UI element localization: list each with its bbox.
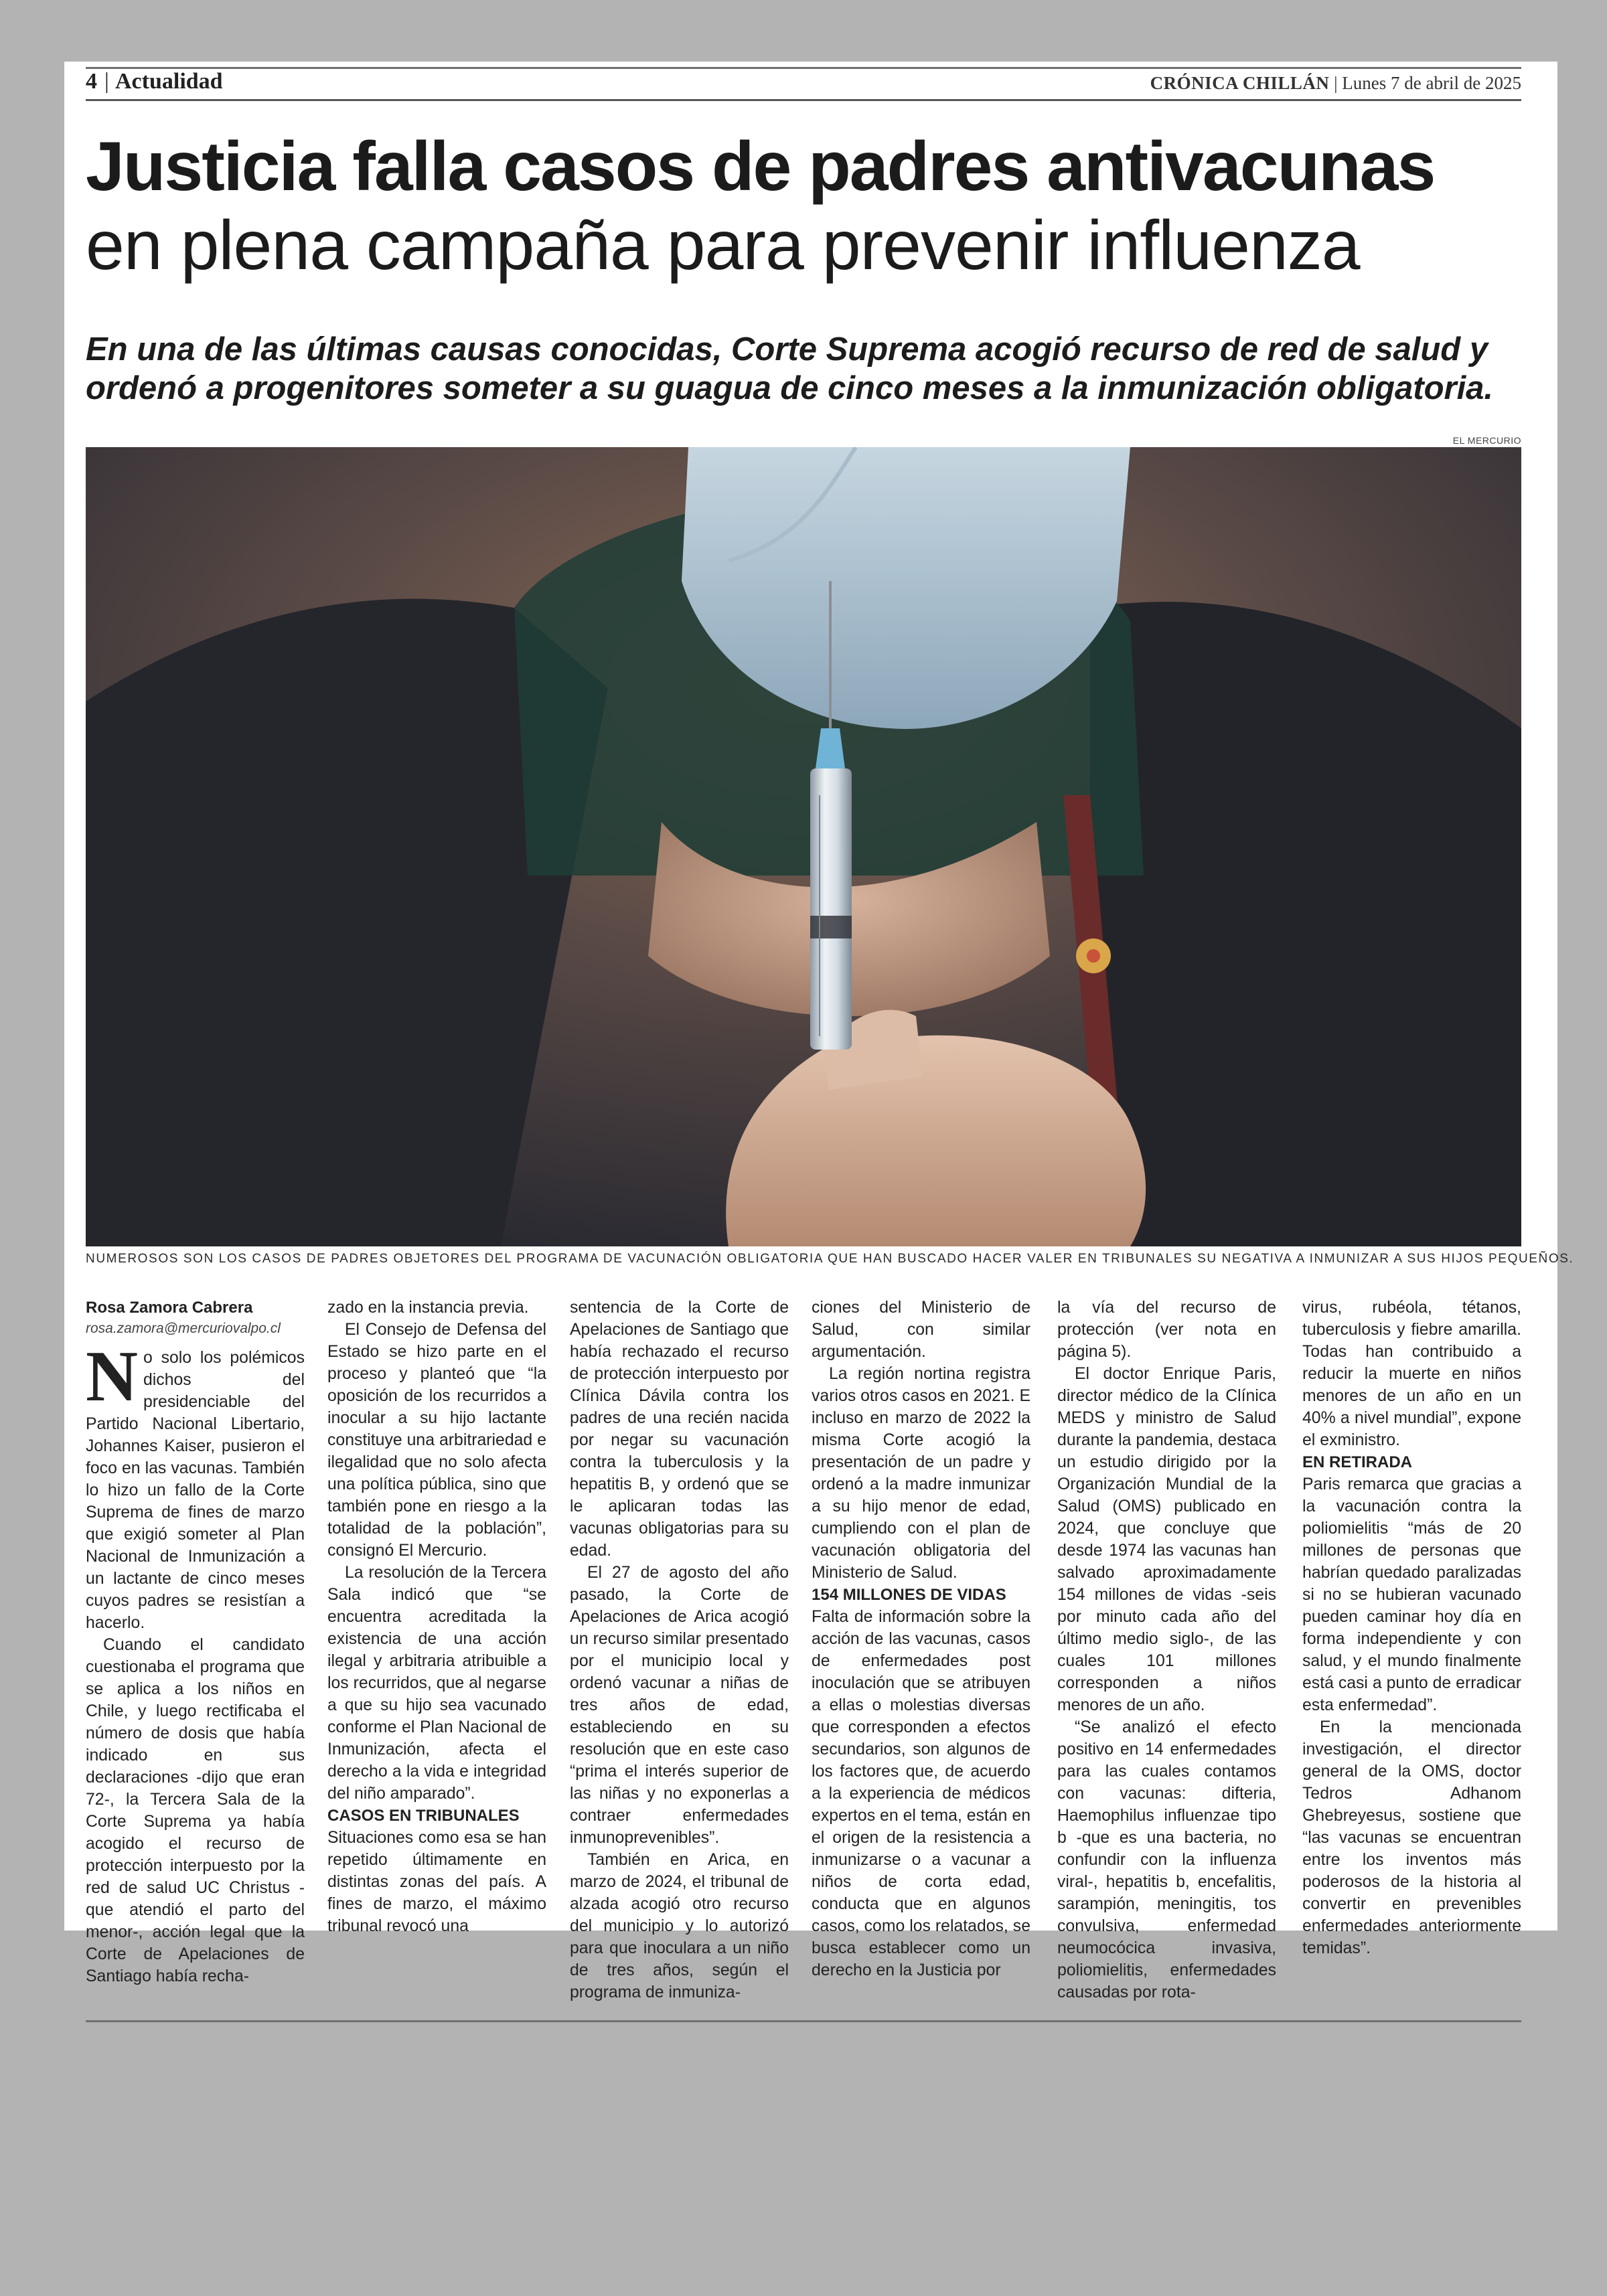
- article-paragraph-1-text: o solo los polémicos dichos del presidenciable del Partido Nacional Libertario, Johannes Kaiser, pusieron el foco en las vacunas. También lo hizo un fallo de la Corte Suprema de fines de marzo que exigió someter al Plan Nacional de Inmunización a un lactante de cinco meses cuyos padres se resistían a hacerlo.: [86, 1349, 305, 1632]
- article-paragraph-18: En la mencionada investigación, el director general de la OMS, doctor Tedros Adhanom Ghebreyesus, sostiene que “las vacunas se encuentran entre los inventos más poderosos de la historia al convertir en prevenibles enfermedades anteriormente temidas”.: [1302, 1718, 1521, 1957]
- byline-name: Rosa Zamora Cabrera: [86, 1299, 253, 1317]
- article-paragraph-9: También en Arica, en marzo de 2024, el tribunal de alzada acogió otro recurso del municipio y lo autorizó para que inoculara a un niño de tres años, según el programa de inmuniza-: [570, 1851, 789, 2001]
- article-column-4: [812, 1297, 1030, 1981]
- vaccine-syringe-illustration: [86, 447, 1521, 1246]
- article-paragraph-4: El Consejo de Defensa del Estado se hizo parte en el proceso y planteó que “la oposición de los recurridos a inocular a su hijo lactante constituye una arbitrariedad e ilegalidad que no solo afecta una política pública, sino que también pone en riesgo a la totalidad de la población”, consignó El Mercurio.: [327, 1321, 546, 1560]
- article-column-5: [1057, 1297, 1276, 2003]
- article-paragraph-2: Cuando el candidato cuestionaba el programa que se aplica a los niños en Chile, y luego rectificaba el número de dosis que había indicado en sus declaraciones -dijo que eran 72-, la Tercera Sala de la Corte Suprema ya había acogido el recurso de protección interpuesto por la red de salud UC Christus -que atendió el parto del menor-, acción legal que la Corte de Apelaciones de Santiago había recha-: [86, 1636, 305, 1985]
- subheadline-line-2: ordenó a progenitores someter a su guagua de cinco meses a la inmunización obligatoria.: [86, 370, 1494, 406]
- header-publication-date: [1150, 71, 1521, 95]
- subheading-casos-en-tribunales: CASOS EN TRIBUNALES: [327, 1807, 520, 1825]
- article-column-6: [1302, 1297, 1521, 1959]
- article-paragraph-11: La región nortina registra varios otros casos en 2021. E incluso en marzo de 2022 la misma Corte acogió la presentación de un padre y ordenó a la madre inmunizar a su hijo menor de edad, cumpliendo con el plan de vacunación obligatoria del Ministerio de Salud.: [812, 1365, 1030, 1582]
- syringe-barrel: [810, 768, 852, 1050]
- subheadline: [86, 330, 1532, 408]
- article-paragraph-3: zado en la instancia previa.: [327, 1299, 529, 1317]
- subheadline-line-1: En una de las últimas causas conocidas, Corte Suprema acogió recurso de red de salud y: [86, 331, 1488, 367]
- section-name: Actualidad: [115, 69, 223, 94]
- photo-credit: EL MERCURIO: [1452, 435, 1521, 446]
- byline-email: rosa.zamora@mercuriovalpo.cl: [86, 1321, 281, 1336]
- article-column-3: [570, 1297, 789, 2003]
- headline-line-2: en plena campaña para prevenir influenza: [86, 207, 1360, 284]
- issue-date: | Lunes 7 de abril de 2025: [1334, 73, 1521, 93]
- article-paragraph-16: virus, rubéola, tétanos, tuberculosis y fiebre amarilla. Todas han contribuido a reducir la muerte en niños menores de un año en un 40% a nivel mundial”, expone el exministro.: [1302, 1299, 1521, 1449]
- headline: [86, 127, 1545, 285]
- main-photo: [86, 447, 1521, 1246]
- jacket-right: [1090, 602, 1521, 1246]
- page-header: [86, 67, 1521, 101]
- bottom-rule: [86, 2020, 1521, 2022]
- article-paragraph-6: Situaciones como esa se han repetido últimamente en distintas zonas del país. A fines de marzo, el máximo tribunal revocó una: [327, 1829, 546, 1935]
- photo-caption: NUMEROSOS SON LOS CASOS DE PADRES OBJETORES DEL PROGRAMA DE VACUNACIÓN OBLIGATORIA QUE HAN BUSCADO HACER VALER EN TRIBUNALES SU NEGATIVA A INMUNIZAR A SUS HIJOS PEQUEÑOS.: [86, 1252, 1574, 1266]
- article-paragraph-12: Falta de información sobre la acción de las vacunas, casos de enfermedades post inoculación que se atribuyen a ellas o molestias diversas que corresponden a efectos secundarios, son algunos de los factores que, de acuerdo a la experiencia de médicos expertos en el tema, están en el origen de la resistencia a inmunizarse o a vacunar a niños de corta edad, conducta que en algunos casos, como los relatados, se busca establecer como un derecho en la Justicia por: [812, 1608, 1030, 1979]
- article-paragraph-17: Paris remarca que gracias a la vacunación contra la poliomielitis “más de 20 millones de personas que habrían quedado paralizadas si no se hubieran vacunado pueden caminar hoy día en forma independiente y con salud, y el mundo finalmente está casi a punto de erradicar esta enfermedad”.: [1302, 1475, 1521, 1714]
- lanyard-flower-center: [1087, 949, 1100, 963]
- subheading-154-millones-de-vidas: 154 MILLONES DE VIDAS: [812, 1586, 1006, 1604]
- article-paragraph-10: ciones del Ministerio de Salud, con similar argumentación.: [812, 1299, 1030, 1361]
- article-paragraph-8: El 27 de agosto del año pasado, la Corte de Apelaciones de Arica acogió un recurso similar presentado por el municipio local y ordenó vacunar a niñas de tres años de edad, estableciendo en su resolución que en este caso “prima el interés superior de las niñas y no exponerlas a contraer enfermedades inmunoprevenibles”.: [570, 1564, 789, 1847]
- header-separator: |: [104, 69, 109, 94]
- drop-cap: N: [86, 1337, 138, 1416]
- article-paragraph-15: “Se analizó el efecto positivo en 14 enfermedades para las cuales contamos con vacunas: difteria, Haemophilus influenzae tipo b -que es una bacteria, no confundir con la influenza viral-, hepatitis b, encefalitis, sarampión, meningitis, tos convulsiva, enfermedad neumocócica invasiva, poliomielitis, enfermedades causadas por rota-: [1057, 1718, 1276, 2001]
- article-column-2: [327, 1297, 546, 1937]
- page-number: 4: [86, 69, 97, 94]
- article-paragraph-1: [86, 1337, 305, 1634]
- article-paragraph-14: El doctor Enrique Paris, director médico de la Clínica MEDS y ministro de Salud durante la pandemia, destaca un estudio dirigido por la Organización Mundial de la Salud (OMS) publicado en 2024, que concluye que desde 1974 las vacunas han salvado aproximadamente 154 millones de vidas -seis por minuto cada año del último medio siglo-, de las cuales 101 millones corresponden a niños menores de un año.: [1057, 1365, 1276, 1714]
- article-paragraph-5: La resolución de la Tercera Sala indicó que “se encuentra acreditada la existencia de una acción ilegal y arbitraria atribuible a los recurridos, que al negarse a que su hijo sea vacunado conforme el Plan Nacional de Inmunización, afecta el derecho a la vida e integridad del niño amparado”.: [327, 1564, 546, 1803]
- subheading-en-retirada: EN RETIRADA: [1302, 1453, 1413, 1471]
- article-paragraph-7: sentencia de la Corte de Apelaciones de Santiago que había rechazado el recurso de protección interpuesto por Clínica Dávila contra los padres de una recién nacida por negar su vacunación contra la tuberculosis y la hepatitis B, y ordenó que se le aplicaran todas las vacunas obligatorias para su edad.: [570, 1299, 789, 1560]
- article-column-1: [86, 1297, 305, 1987]
- syringe-plunger-seal: [810, 916, 852, 938]
- publication-name: CRÓNICA CHILLÁN: [1150, 73, 1330, 93]
- headline-line-1: Justicia falla casos de padres antivacunas: [86, 128, 1435, 206]
- article-paragraph-13: la vía del recurso de protección (ver nota en página 5).: [1057, 1299, 1276, 1361]
